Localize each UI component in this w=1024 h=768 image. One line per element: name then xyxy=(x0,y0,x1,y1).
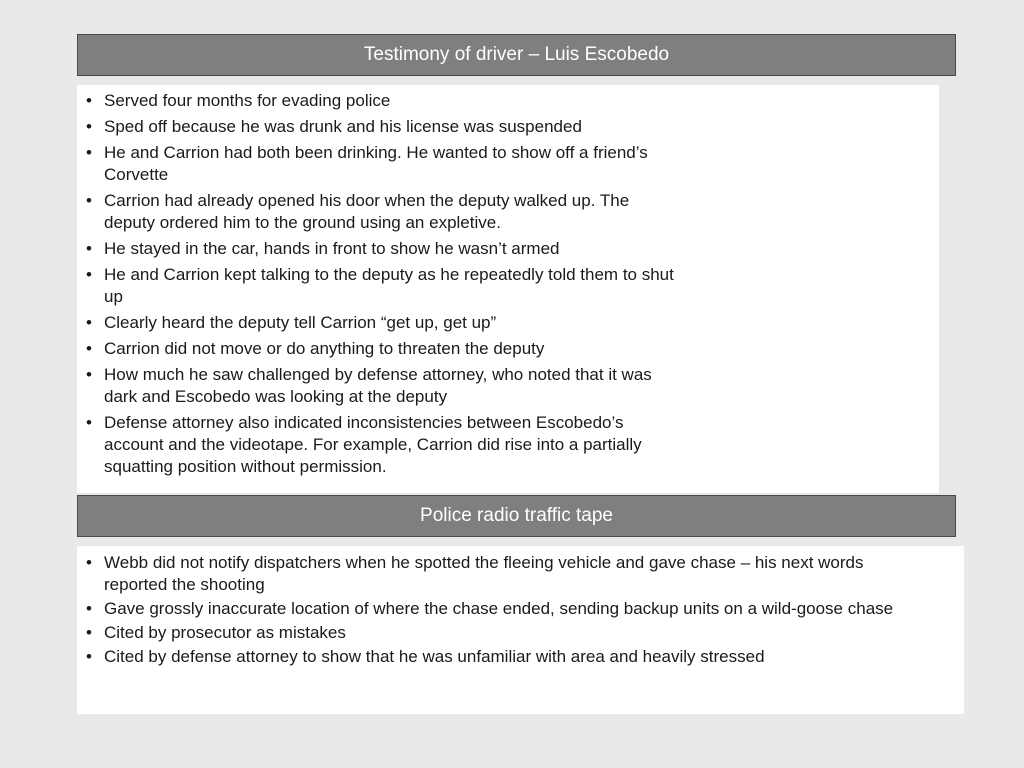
list-item-text: Sped off because he was drunk and his license was suspended xyxy=(104,117,582,136)
list-item-text: Cited by prosecutor as mistakes xyxy=(104,623,346,642)
list-item xyxy=(86,142,684,186)
list-item xyxy=(86,338,684,360)
bullet-icon: • xyxy=(86,239,92,258)
bullet-icon: • xyxy=(86,339,92,358)
list-item-text: Carrion had already opened his door when the deputy walked up. The deputy ordered him to the ground using an expletive. xyxy=(104,191,630,232)
list-item xyxy=(86,264,684,308)
list-item-text: Gave grossly inaccurate location of where the chase ended, sending backup units on a wild-goose chase xyxy=(104,599,894,618)
list-item xyxy=(86,646,924,668)
list-item-text: How much he saw challenged by defense attorney, who noted that it was dark and Escobedo was looking at the deputy xyxy=(104,365,652,406)
section-header-radio-tape xyxy=(77,495,956,537)
list-item xyxy=(86,90,684,112)
list-item-text: Defense attorney also indicated inconsistencies between Escobedo’s account and the videotape. For example, Carrion did rise into a partially squatting position without permission. xyxy=(104,413,642,476)
bullet-icon: • xyxy=(86,599,92,618)
bullet-icon: • xyxy=(86,313,92,332)
bullet-icon: • xyxy=(86,117,92,136)
list-item xyxy=(86,364,684,408)
bullet-icon: • xyxy=(86,365,92,384)
bullet-icon: • xyxy=(86,553,92,572)
section-header-testimony xyxy=(77,34,956,76)
testimony-content-panel xyxy=(77,85,939,493)
bullet-icon: • xyxy=(86,143,92,162)
testimony-bullet-list xyxy=(86,90,939,478)
list-item xyxy=(86,116,684,138)
radio-tape-bullet-list xyxy=(86,552,964,668)
list-item-text: Clearly heard the deputy tell Carrion “get up, get up” xyxy=(104,313,497,332)
bullet-icon: • xyxy=(86,191,92,210)
section-title-radio-tape: Police radio traffic tape xyxy=(420,505,613,526)
list-item xyxy=(86,552,924,596)
bullet-icon: • xyxy=(86,91,92,110)
list-item xyxy=(86,598,924,620)
list-item xyxy=(86,622,924,644)
list-item xyxy=(86,190,684,234)
list-item-text: Served four months for evading police xyxy=(104,91,391,110)
list-item-text: Carrion did not move or do anything to threaten the deputy xyxy=(104,339,545,358)
bullet-icon: • xyxy=(86,265,92,284)
list-item-text: Cited by defense attorney to show that he was unfamiliar with area and heavily stressed xyxy=(104,647,765,666)
list-item-text: He and Carrion kept talking to the deputy as he repeatedly told them to shut up xyxy=(104,265,674,306)
radio-tape-content-panel xyxy=(77,546,964,714)
list-item-text: He and Carrion had both been drinking. He wanted to show off a friend’s Corvette xyxy=(104,143,648,184)
list-item xyxy=(86,238,684,260)
list-item-text: Webb did not notify dispatchers when he spotted the fleeing vehicle and gave chase – his next words reported the shooting xyxy=(104,553,864,594)
bullet-icon: • xyxy=(86,413,92,432)
bullet-icon: • xyxy=(86,647,92,666)
list-item xyxy=(86,312,684,334)
list-item xyxy=(86,412,684,478)
list-item-text: He stayed in the car, hands in front to show he wasn’t armed xyxy=(104,239,560,258)
section-title-testimony: Testimony of driver – Luis Escobedo xyxy=(363,44,670,65)
bullet-icon: • xyxy=(86,623,92,642)
